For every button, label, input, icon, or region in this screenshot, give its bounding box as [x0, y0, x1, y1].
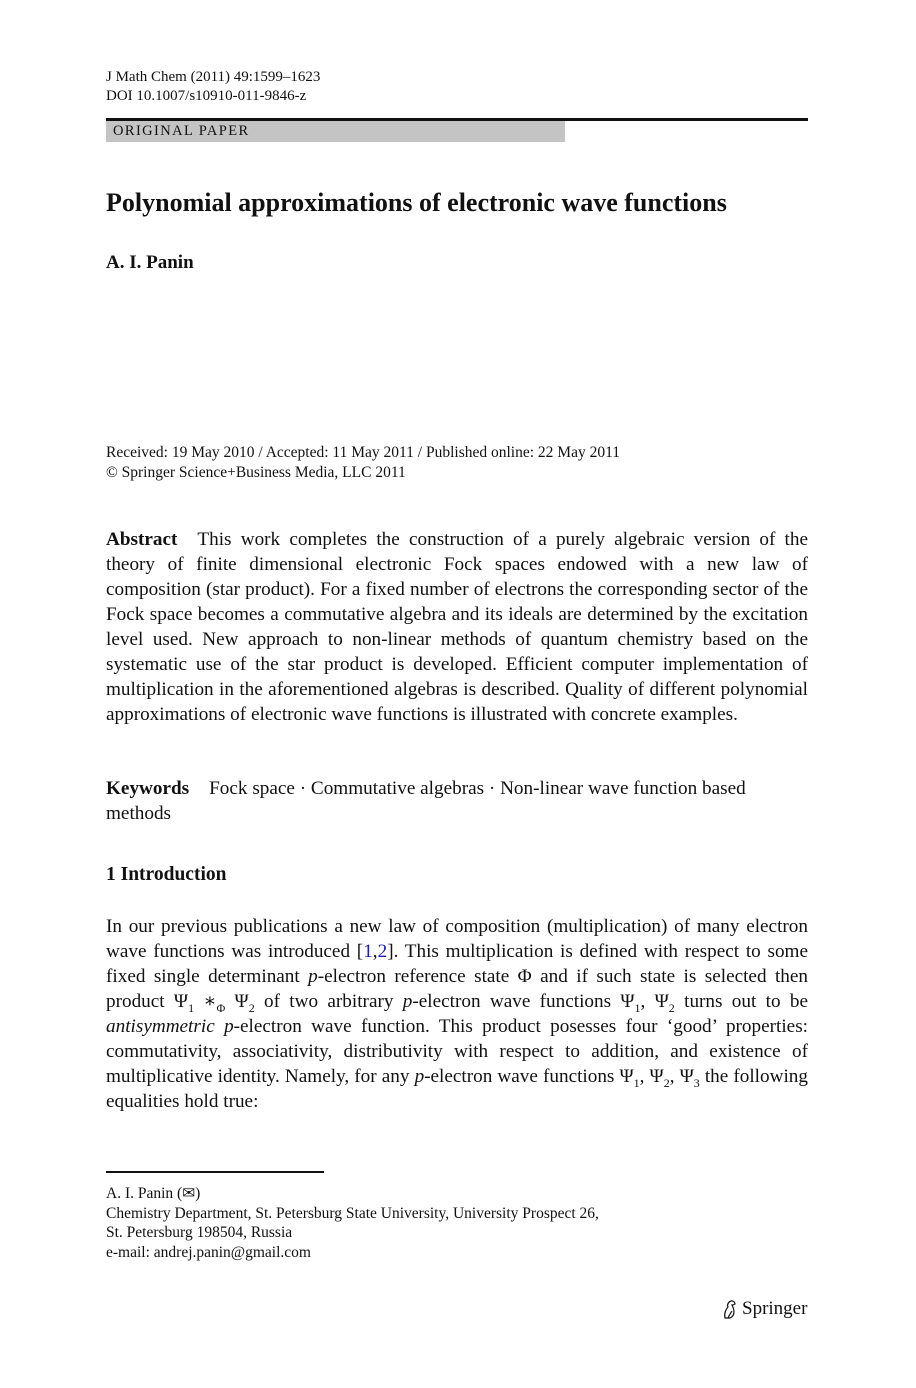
keywords-text: Fock space · Commutative algebras · Non-linear wave function based methods [106, 778, 746, 824]
dates-line: Received: 19 May 2010 / Accepted: 11 May 2011 / Published online: 22 May 2011 [106, 444, 621, 461]
abstract-label: Abstract [106, 529, 178, 550]
keywords [106, 776, 808, 826]
section-heading: 1 Introduction [106, 864, 227, 885]
citation-link[interactable]: 2 [377, 941, 388, 962]
affiliation-line: St. Petersburg 198504, Russia [106, 1224, 293, 1242]
publisher-logo [722, 1298, 807, 1320]
intro-paragraph: In our previous publications a new law of composition (multiplication) of many electron wave functions was introduced [1,2]. This multiplication is defined with respect to some fixed single determinant p-electron reference state Φ and if such state is selected then product $\Psi_1$ $∗_\Phi$ $\Psi_2$ of two arbitrary p-electron wave functions $\Psi_1$, $\Psi_2$ turns out to be antisymmetric p-electron wave function. This product posesses four ‘good’ properties: commutativity, associativity, distributivity with respect to addition, and existence of multiplicative identity. Namely, for any p-electron wave functions $\Psi_1$, $\Psi_2$, $\Psi_3$ the following equalities hold true: [106, 916, 809, 1112]
affiliation-line: Chemistry Department, St. Petersburg State University, University Prospect 26, [106, 1204, 599, 1222]
journal-citation: J Math Chem (2011) 49:1599–1623 [106, 69, 321, 85]
abstract-text: This work completes the construction of a purely algebraic version of the theory of finite dimensional electronic Fock spaces endowed with a new law of composition (star product). For a fixed number of electrons the corresponding sector of the Fock space becomes a commutative algebra and its ideals are determined by the excitation level used. New approach to non-linear methods of quantum chemistry based on the systematic use of the star product is developed. Efficient computer implementation of multiplication in the aforementioned algebras is described. Quality of different polynomial approximations of electronic wave functions is illustrated with concrete examples. [106, 529, 808, 725]
author-name: A. I. Panin [106, 252, 194, 273]
publication-dates [106, 443, 620, 483]
footnote-author: A. I. Panin (✉) [106, 1185, 201, 1202]
doi: DOI 10.1007/s10910-011-9846-z [106, 88, 307, 104]
citation-link[interactable]: 1 [363, 941, 373, 962]
abstract [106, 527, 808, 727]
journal-info [106, 68, 320, 106]
keywords-label: Keywords [106, 778, 190, 799]
paper-type-banner: ORIGINAL PAPER [106, 121, 565, 142]
footnote [106, 1184, 599, 1263]
paper-title: Polynomial approximations of electronic wave functions [106, 188, 727, 217]
springer-horse-icon [722, 1299, 738, 1319]
copyright-line: © Springer Science+Business Media, LLC 2011 [106, 464, 406, 481]
email-line: e-mail: andrej.panin@gmail.com [106, 1244, 311, 1262]
publisher-name: Springer [742, 1298, 808, 1319]
footnote-rule [106, 1171, 324, 1173]
